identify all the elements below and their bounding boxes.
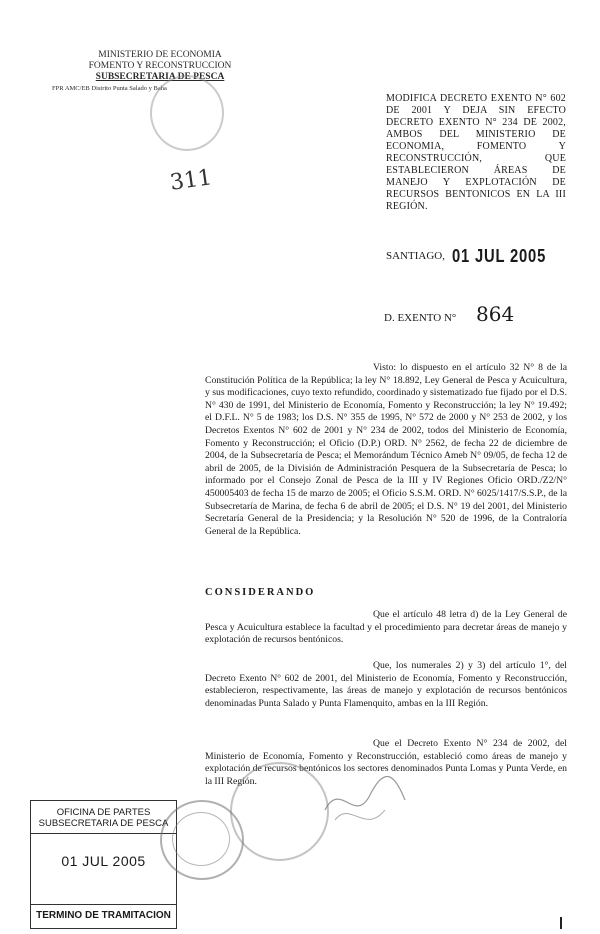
visto-paragraph: Visto: lo dispuesto en el artículo 32 N° 8 de la Constitución Política de la República; la ley N° 18.892, Ley General de Pesca y Acuicultura, y sus modificaciones, cuyo texto refundido, coordinado y sistematizado fue fijado por el D.S. N° 430 de 1991, del Ministerio de Economía, Fomento y Reconstrucción; la ley N° 19.492; el D.F.L. N° 5 de 1983; los D.S. N° 355 de 1995, N° 572 de 2000 y N° 253 de 2002, y los Decretos Exentos N° 602 de 2001 y N° 234 de 2002, todos del Ministerio de Economía, Fomento y Reconstrucción; el Oficio (D.P.) ORD. N° 2562, de fecha 22 de diciembre de 2004, de la Subsecretaría de Pesca; el Memorándum Técnico Ameb N° 09/05, de fecha 12 de abril de 2005, de la División de Administración Pesquera de la Subsecretaría de Pesca; lo informado por el Consejo Zonal de Pesca de la III y IV Regiones Oficio ORD./Z2/N° 450005403 de fecha 15 de marzo de 2005; el Oficio S.S.M. ORD. N° 6025/1417/S.S.P., de la Subsecretaría de Marina, de fecha 6 de abril de 2005; el D.S. N° 19 del 2001, del Ministerio Secretaría General de la Presidencia; y la Resolución N° 520 de 1996, de la Contraloría General de la República.	[205, 362, 567, 537]
handwritten-signature	[310, 740, 420, 850]
page-edge-mark	[560, 917, 562, 929]
decree-label: D. EXENTO N°	[384, 312, 457, 324]
round-seal-inner-ring	[172, 812, 230, 866]
top-seal-stamp	[150, 75, 224, 151]
considerando-2: Que, los numerales 2) y 3) del artículo 1°, del Decreto Exento N° 602 de 2001, del Ministerio de Economía, Fomento y Reconstrucción, establecieron, respectivamente, las áreas de manejo y explotación de recursos bentónicos denominadas Punta Salado y Punta Flamenquito, ambas en la III Región.	[205, 660, 567, 709]
reference-initials: FPR AMC/EB Distrito Punta Salado y Baha	[52, 85, 167, 92]
date-stamp: 01 JUL 2005	[452, 246, 547, 266]
office-receipt-stamp	[30, 800, 177, 929]
office-subsecretaria: SUBSECRETARIA DE PESCA	[38, 818, 169, 829]
office-name: OFICINA DE PARTES	[56, 807, 151, 818]
place: SANTIAGO,	[386, 250, 445, 262]
considerando-1: Que el artículo 48 letra d) de la Ley General de Pesca y Acuicultura establece la facultad y el procedimiento para decretar áreas de manejo y explotación de recursos bentónicos.	[205, 609, 567, 646]
decree-subject: MODIFICA DECRETO EXENTO N° 602 DE 2001 Y DEJA SIN EFECTO DECRETO EXENTO N° 234 DE 2002, AMBOS DEL MINISTERIO DE ECONOMIA, FOMENTO Y RECONSTRUCCIÓN, QUE ESTABLECIERON ÁREAS DE MANEJO Y EXPLOTACIÓN DE RECURSOS BENTONICOS EN LA III REGIÓN.	[386, 93, 566, 212]
ministry-name: MINISTERIO DE ECONOMIA	[98, 50, 222, 60]
office-stamp-footer: TERMINO DE TRAMITACION	[36, 910, 171, 921]
subsecretaria-name: SUBSECRETARIA DE PESCA	[95, 72, 225, 82]
considerando-3: Que el Decreto Exento N° 234 de 2002, del Ministerio de Economía, Fomento y Reconstrucción, estableció como áreas de manejo y explotación de recursos bentónicos los sectores denominados Punta Lomas y Punta Verde, en la III Región.	[205, 738, 567, 787]
stamp-divider	[31, 833, 176, 834]
considerando-heading: CONSIDERANDO	[205, 587, 316, 598]
office-stamp-date: 01 JUL 2005	[61, 853, 146, 869]
ministry-subtitle: FOMENTO Y RECONSTRUCCION	[88, 61, 232, 71]
decree-number: 864	[476, 302, 515, 326]
handwritten-number: 311	[168, 165, 214, 196]
stamp-divider	[31, 904, 176, 905]
